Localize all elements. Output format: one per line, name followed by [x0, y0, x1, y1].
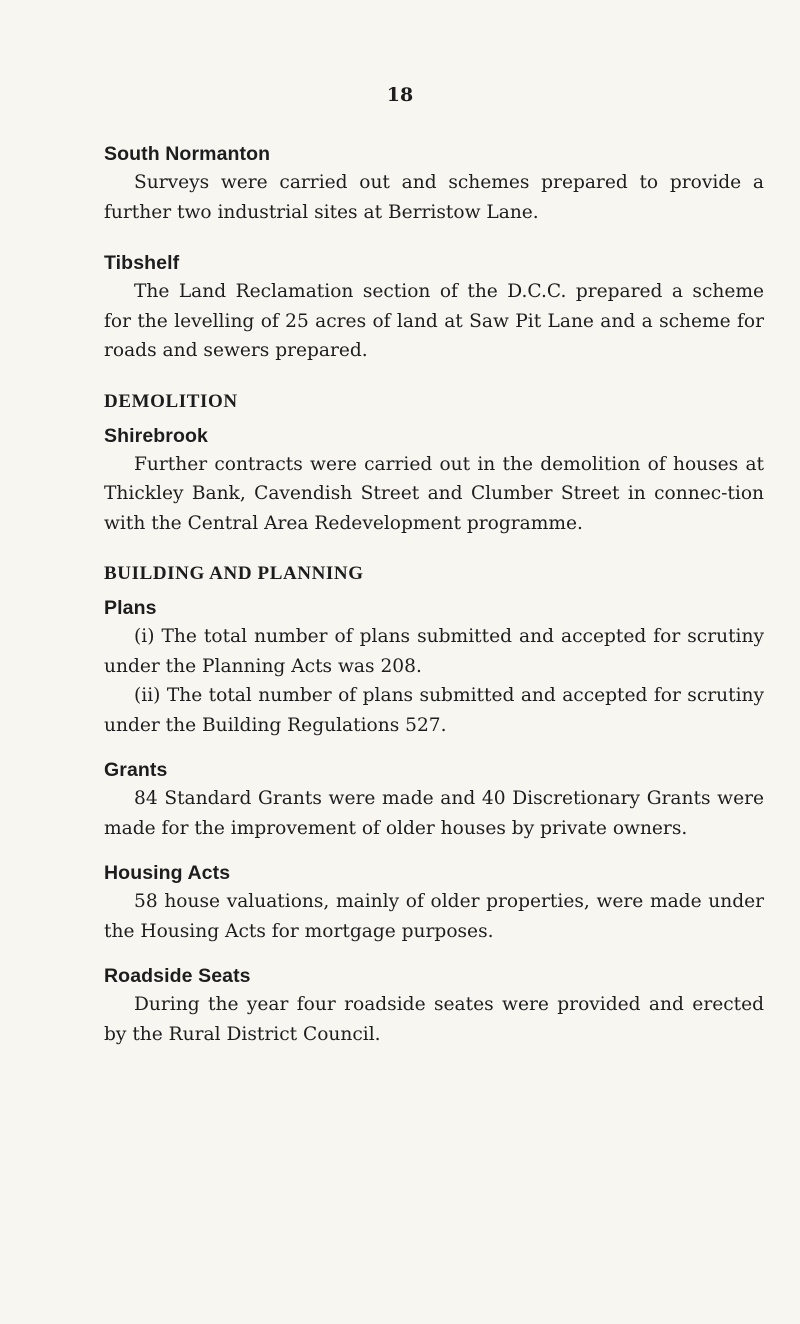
page-content	[104, 140, 764, 1049]
section-heading-tibshelf: Tibshelf	[104, 252, 180, 274]
section-paragraph-housing-acts: 58 house valuations, mainly of older properties, were made under the Housing Acts for mortgage purposes.	[104, 891, 764, 942]
section-paragraph-grants: 84 Standard Grants were made and 40 Discretionary Grants were made for the improvement of older houses by private owners.	[104, 788, 764, 839]
section-heading-grants: Grants	[104, 759, 168, 781]
section-heading-south-normanton: South Normanton	[104, 143, 271, 165]
section-paragraph-south-normanton: Surveys were carried out and schemes prepared to provide a further two industrial sites at Berristow Lane.	[104, 172, 764, 223]
section-heading-housing-acts: Housing Acts	[104, 862, 231, 884]
section-heading-plans: Plans	[104, 597, 157, 619]
major-heading-demolition: DEMOLITION	[104, 390, 238, 412]
section-heading-shirebrook: Shirebrook	[104, 424, 208, 447]
page-number: 18	[386, 84, 414, 106]
section-heading-roadside-seats: Roadside Seats	[104, 965, 251, 987]
plans-item-1: (i) The total number of plans submitted and accepted for scrutiny under the Planning Acts was 208.	[104, 626, 764, 677]
plans-item-2: (ii) The total number of plans submitted and accepted for scrutiny under the Building Regulations 527.	[104, 685, 764, 736]
section-paragraph-shirebrook: Further contracts were carried out in the demolition of houses at Thickley Bank, Cavendish Street and Clumber Street in connec-tion with the Central Area Redevelopment programme.	[104, 453, 764, 534]
section-paragraph-tibshelf: The Land Reclamation section of the D.C.C. prepared a scheme for the levelling of 25 acres of land at Saw Pit Lane and a scheme for roads and sewers prepared.	[104, 281, 764, 361]
major-heading-building-planning: BUILDING AND PLANNING	[104, 563, 364, 584]
section-paragraph-roadside-seats: During the year four roadside seates were provided and erected by the Rural District Council.	[104, 994, 764, 1045]
